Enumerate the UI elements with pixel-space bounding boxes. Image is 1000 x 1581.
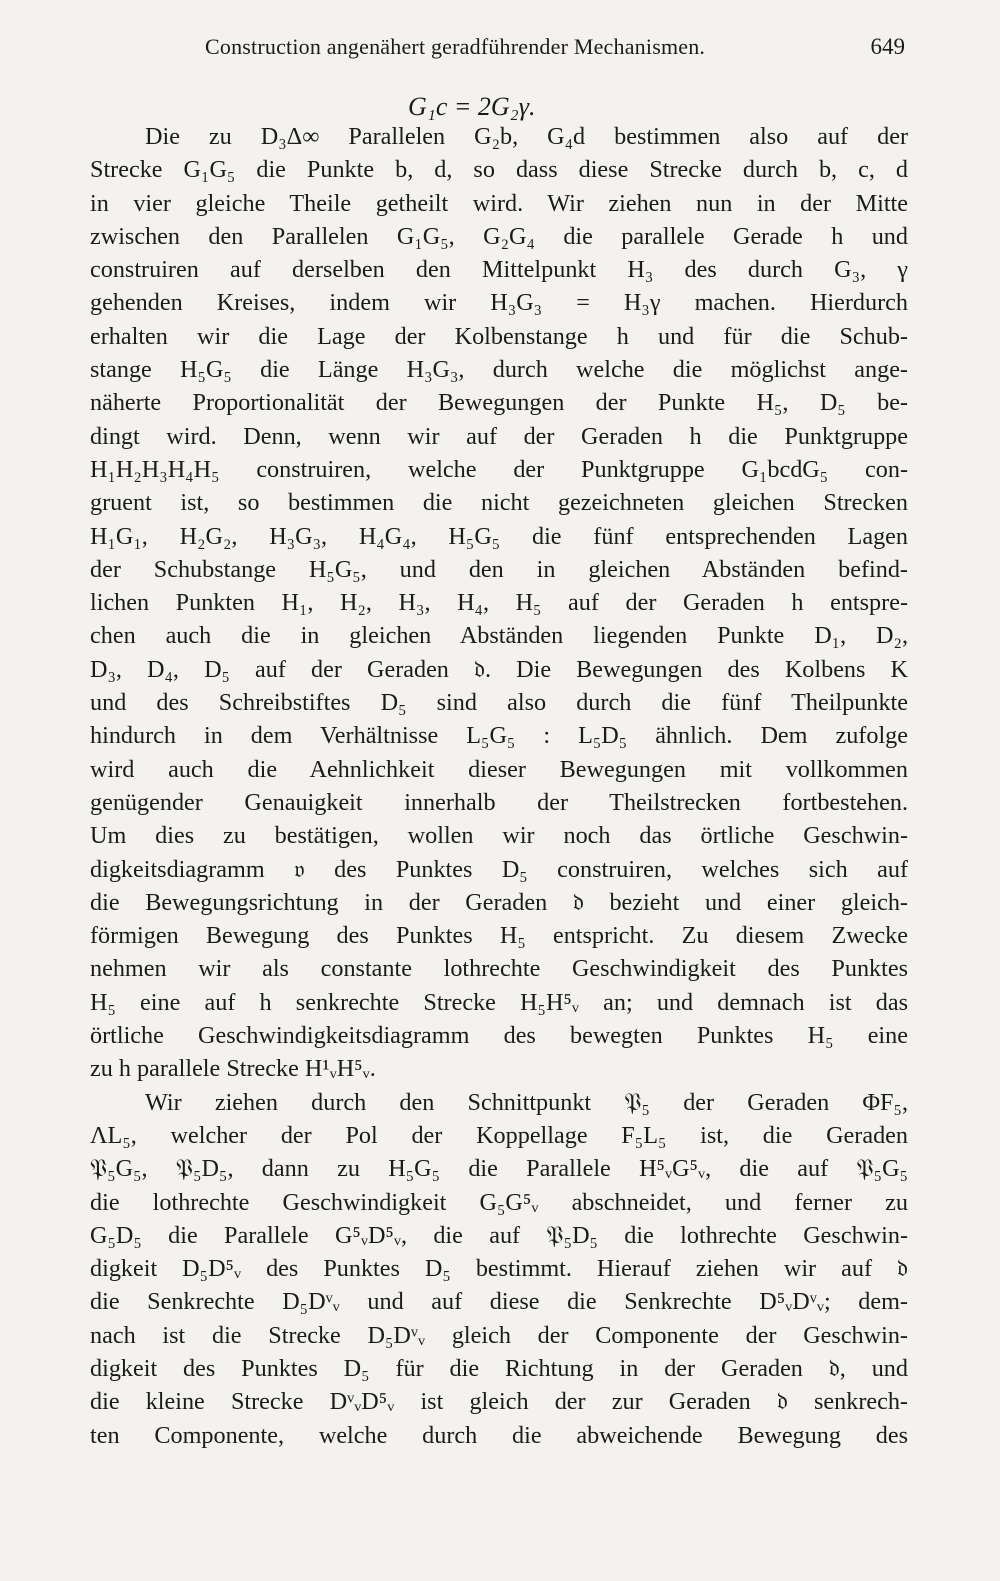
text-line: nach ist die Strecke D₅Dᵛᵥ gleich der Componente der Geschwin- (90, 1321, 908, 1349)
text-line: wird auch die Aehnlichkeit dieser Bewegungen mit vollkommen (90, 755, 908, 783)
text-line: H₁G₁, H₂G₂, H₃G₃, H₄G₄, H₅G₅ die fünf entsprechenden Lagen (90, 522, 908, 550)
text-line: digkeit D₅D⁵ᵥ des Punktes D₅ bestimmt. Hierauf ziehen wir auf 𝔡 (90, 1255, 908, 1283)
text-line: Strecke G₁G₅ die Punkte b, d, so dass diese Strecke durch b, c, d (90, 156, 908, 184)
text-line: zwischen den Parallelen G₁G₅, G₂G₄ die parallele Gerade h und (90, 222, 908, 250)
text-line: der Schubstange H₅G₅, und den in gleichen Abständen befind- (90, 555, 908, 583)
text-line: hindurch in dem Verhältnisse L₅G₅ : L₅D₅ ähnlich. Dem zufolge (90, 722, 908, 750)
text-line: ΛL₅, welcher der Pol der Koppellage F₅L₅ ist, die Geraden (90, 1121, 908, 1149)
text-line: näherte Proportionalität der Bewegungen der Punkte H₅, D₅ be- (90, 389, 908, 417)
text-line: Die zu D₃Δ∞ Parallelen G₂b, G₄d bestimmen also auf der (145, 123, 908, 150)
equation: G₁c = 2G₂γ. (408, 92, 536, 121)
text-line: H₅ eine auf h senkrechte Strecke H₅H⁵ᵥ an; und demnach ist das (90, 988, 908, 1016)
text-line: digkeit des Punktes D₅ für die Richtung in der Geraden 𝔡, und (90, 1354, 908, 1382)
text-line: H₁H₂H₃H₄H₅ construiren, welche der Punktgruppe G₁bcdG₅ con- (90, 455, 908, 483)
text-line: zu h parallele Strecke H¹ᵥH⁵ᵥ. (90, 1055, 376, 1083)
text-line: die Senkrechte D₅Dᵛᵥ und auf diese die Senkrechte D⁵ᵥDᵛᵥ; dem- (90, 1288, 908, 1316)
text-line: nehmen wir als constante lothrechte Geschwindigkeit des Punktes (90, 955, 908, 983)
running-title: Construction angenähert geradführender Mechanismen. (205, 34, 706, 59)
text-line: Wir ziehen durch den Schnittpunkt 𝔓₅ der Geraden ΦF₅, (145, 1088, 908, 1116)
text-line: dingt wird. Denn, wenn wir auf der Geraden h die Punktgruppe (90, 422, 908, 450)
text-line: ten Componente, welche durch die abweichende Bewegung des (90, 1421, 908, 1449)
running-header (205, 34, 905, 64)
text-line: genügender Genauigkeit innerhalb der Theilstrecken fortbestehen. (90, 788, 908, 816)
text-line: lichen Punkten H₁, H₂, H₃, H₄, H₅ auf der Geraden h entspre- (90, 589, 908, 617)
text-line: D₃, D₄, D₅ auf der Geraden 𝔡. Die Bewegungen des Kolbens K (90, 655, 908, 683)
text-line: chen auch die in gleichen Abständen liegenden Punkte D₁, D₂, (90, 622, 908, 650)
text-line: die kleine Strecke DᵛᵥD⁵ᵥ ist gleich der zur Geraden 𝔡 senkrech- (90, 1388, 908, 1416)
text-line: gehenden Kreises, indem wir H₃G₃ = H₃γ machen. Hierdurch (90, 289, 908, 317)
text-line: förmigen Bewegung des Punktes H₅ entspricht. Zu diesem Zwecke (90, 922, 908, 950)
body-text (90, 120, 908, 1452)
text-line: örtliche Geschwindigkeitsdiagramm des bewegten Punktes H₅ eine (90, 1022, 908, 1050)
text-line: digkeitsdiagramm 𝔳 des Punktes D₅ construiren, welches sich auf (90, 855, 908, 883)
text-line: erhalten wir die Lage der Kolbenstange h und für die Schub- (90, 322, 908, 350)
text-line: die lothrechte Geschwindigkeit G₅G⁵ᵥ abschneidet, und ferner zu (90, 1188, 908, 1216)
text-line: in vier gleiche Theile getheilt wird. Wir ziehen nun in der Mitte (90, 189, 908, 217)
text-line: 𝔓₅G₅, 𝔓₅D₅, dann zu H₅G₅ die Parallele H⁵ᵥG⁵ᵥ, die auf 𝔓₅G₅ (90, 1155, 908, 1183)
text-line: stange H₅G₅ die Länge H₃G₃, durch welche die möglichst ange- (90, 356, 908, 384)
page-number: 649 (870, 34, 905, 59)
text-line: und des Schreibstiftes D₅ sind also durch die fünf Theilpunkte (90, 689, 908, 717)
text-line: die Bewegungsrichtung in der Geraden 𝔡 bezieht und einer gleich- (90, 888, 908, 916)
text-line: G₅D₅ die Parallele G⁵ᵥD⁵ᵥ, die auf 𝔓₅D₅ die lothrechte Geschwin- (90, 1221, 908, 1249)
text-line: gruent ist, so bestimmen die nicht gezeichneten gleichen Strecken (90, 489, 908, 517)
text-line: construiren auf derselben den Mittelpunkt H₃ des durch G₃, γ (90, 256, 908, 284)
text-line: Um dies zu bestätigen, wollen wir noch das örtliche Geschwin- (90, 822, 908, 850)
